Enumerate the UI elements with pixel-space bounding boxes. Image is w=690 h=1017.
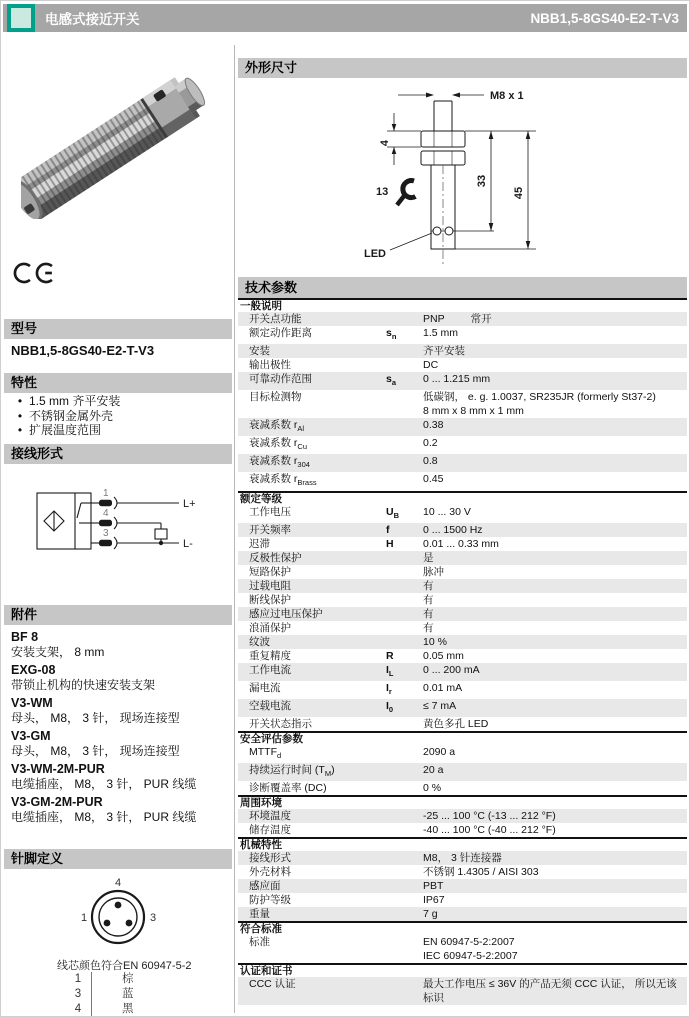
spec-value-text: 低碳钢， e. g. 1.0037, SR235JR (formerly St37-2) — [423, 391, 656, 404]
spec-symbol — [386, 621, 423, 635]
spec-symbol — [386, 418, 423, 436]
spec-row — [238, 621, 687, 635]
spec-label: 短路保护 — [249, 565, 291, 578]
spec-value — [423, 823, 687, 837]
spec-row — [238, 565, 687, 579]
spec-value-text: 最大工作电压 ≤ 36V 的产品无须 CCC 认证， 所以无该标识 — [423, 978, 677, 1005]
spec-symbol — [386, 745, 423, 763]
spec-value-text: 10 % — [423, 635, 447, 648]
spec-label: 安装 — [249, 345, 270, 358]
spec-symbol: H — [386, 537, 394, 550]
spec-value-text: 20 a — [423, 764, 444, 777]
spec-value — [423, 326, 687, 344]
spec-value — [423, 879, 687, 893]
spec-value-text: 0.05 mm — [423, 649, 464, 662]
spec-group-title: 认证和证书 — [238, 963, 687, 977]
spec-row — [238, 681, 687, 699]
spec-label: 额定动作距离 — [249, 327, 312, 339]
spec-row — [238, 607, 687, 621]
pinout-pin4-label: 4 — [114, 877, 122, 889]
spec-value — [423, 593, 687, 607]
dim-13-label: 13 — [376, 186, 389, 198]
spec-row — [238, 717, 687, 731]
features-list — [11, 394, 226, 438]
spec-value — [423, 551, 687, 565]
wire-pin4-label: 4 — [103, 508, 109, 519]
spec-row — [238, 977, 687, 1005]
spec-label: 标准 — [249, 936, 270, 949]
spec-symbol: $I_L$ — [386, 663, 394, 678]
spec-row — [238, 935, 687, 963]
feature-item — [11, 409, 226, 424]
accessory-description: 母头， M8， 3 针， 现场连接型 — [11, 744, 180, 758]
spec-label: CCC 认证 — [249, 978, 296, 991]
spec-symbol: $I_r$ — [386, 681, 392, 696]
spec-symbol — [386, 781, 423, 795]
spec-value — [423, 663, 687, 681]
spec-symbol: $U_B$ — [386, 505, 400, 520]
spec-label: 防护等级 — [249, 894, 291, 907]
spec-value-text: 1.5 mm — [423, 327, 459, 339]
spec-row — [238, 505, 687, 523]
spec-value — [423, 472, 687, 490]
spec-row — [238, 551, 687, 565]
feature-text: 不锈钢金属外壳 — [29, 408, 114, 423]
spec-label: 断线保护 — [249, 593, 291, 606]
section-bar-model: 型号 — [4, 319, 232, 339]
spec-value-text: 0.2 — [423, 437, 438, 450]
accessories-list — [11, 629, 229, 827]
spec-value — [423, 607, 687, 621]
spec-row — [238, 823, 687, 837]
feature-text: 扩展温度范围 — [29, 423, 102, 437]
spec-symbol — [386, 593, 423, 607]
spec-row — [238, 635, 687, 649]
spec-row — [238, 893, 687, 907]
wire-pin-number: 3 — [74, 988, 82, 1000]
spec-label: 衰减系数 $r_{Cu}$ — [249, 437, 308, 452]
spec-value — [423, 436, 687, 454]
spec-value — [423, 312, 687, 326]
spec-value-text: -25 ... 100 °C (-13 ... 212 °F) — [423, 810, 556, 823]
spec-value-text: PNP — [423, 313, 445, 325]
spec-value-text: 有 — [423, 593, 434, 606]
spec-symbol — [386, 893, 423, 907]
spec-symbol — [386, 763, 423, 781]
spec-symbol — [386, 851, 423, 865]
spec-value — [423, 358, 687, 372]
spec-row — [238, 358, 687, 372]
spec-row — [238, 745, 687, 763]
dimension-drawing — [238, 81, 687, 273]
section-bar-accessories: 附件 — [4, 605, 232, 625]
accessory-description: 母头， M8， 3 针， 现场连接型 — [11, 711, 180, 725]
dim-4-label: 4 — [379, 139, 391, 147]
spec-symbol — [386, 865, 423, 879]
spec-value-text: DC — [423, 359, 439, 372]
wire-color-name: 黑 — [91, 1002, 162, 1017]
spec-label: 衰减系数 $r_{Al}$ — [249, 419, 305, 434]
spec-value — [423, 717, 687, 731]
spec-value — [423, 763, 687, 781]
spec-symbol — [386, 907, 423, 921]
spec-value — [423, 505, 687, 523]
spec-symbol — [386, 344, 423, 358]
spec-row — [238, 763, 687, 781]
wire-color-row — [65, 1002, 162, 1017]
top-header-bar — [3, 4, 687, 32]
spec-value — [423, 745, 687, 763]
accessory-item — [11, 662, 229, 693]
spec-symbol — [386, 717, 423, 731]
spec-label: $MTTF_d$ — [249, 745, 282, 761]
spec-label: 感应过电压保护 — [249, 607, 323, 620]
spec-group-title: 周围环境 — [238, 795, 687, 809]
model-number: NBB1,5-8GS40-E2-T-V3 — [11, 343, 155, 358]
spec-label: 漏电流 — [249, 681, 281, 694]
wire-color-row — [65, 987, 162, 1002]
spec-symbol: $s_n$ — [386, 327, 397, 342]
dim-thread-label: M8 x 1 — [490, 90, 524, 102]
spec-group-title: 安全评估参数 — [238, 731, 687, 745]
spec-label: 输出极性 — [249, 359, 291, 372]
spec-label: 重量 — [249, 908, 270, 921]
section-bar-connection: 接线形式 — [4, 444, 232, 464]
tech-spec-table — [238, 298, 687, 1005]
spec-symbol — [386, 565, 423, 579]
spec-value-text: 脉冲 — [423, 565, 444, 578]
spec-value2-text: 常开 — [470, 313, 492, 325]
spec-value — [423, 809, 687, 823]
spec-value-text: 齐平安装 — [423, 345, 465, 358]
spec-label: 重复精度 — [249, 649, 291, 662]
spec-label: 反极性保护 — [249, 551, 302, 564]
spec-value-text: 不锈钢 1.4305 / AISI 303 — [423, 866, 539, 879]
spec-label: 过载电阻 — [249, 579, 291, 592]
brand-icon — [7, 4, 35, 32]
spec-row — [238, 436, 687, 454]
spec-value-text: ≤ 7 mA — [423, 699, 457, 712]
spec-value — [423, 635, 687, 649]
spec-row — [238, 454, 687, 472]
spec-symbol — [386, 879, 423, 893]
spec-value — [423, 418, 687, 436]
ce-mark-icon — [13, 259, 57, 287]
product-photo — [21, 67, 211, 219]
dim-45-label: 45 — [513, 186, 525, 200]
spec-row — [238, 907, 687, 921]
spec-value — [423, 851, 687, 865]
feature-text: 1.5 mm 齐平安装 — [29, 394, 121, 408]
section-bar-features: 特性 — [4, 373, 232, 393]
spec-label: 开关频率 — [249, 523, 291, 536]
spec-value-text: 有 — [423, 579, 434, 592]
spec-value-text: 有 — [423, 621, 434, 634]
spec-value — [423, 454, 687, 472]
spec-row — [238, 579, 687, 593]
spec-label: 衰减系数 $r_{304}$ — [249, 455, 310, 470]
wrench-icon — [397, 181, 416, 205]
spec-row — [238, 372, 687, 390]
spec-row — [238, 312, 687, 326]
spec-row — [238, 699, 687, 717]
wire-pin1-label: 1 — [103, 488, 109, 499]
dim-33-label: 33 — [476, 174, 488, 188]
section-bar-pinout: 针脚定义 — [4, 849, 232, 869]
spec-row — [238, 649, 687, 663]
spec-label: 迟滞 — [249, 537, 270, 550]
wire-lminus-label: L- — [183, 538, 193, 550]
spec-value — [423, 372, 687, 390]
spec-row — [238, 390, 687, 418]
spec-row — [238, 593, 687, 607]
spec-label: 诊断覆盖率 (DC) — [249, 782, 327, 795]
spec-row — [238, 344, 687, 358]
spec-symbol — [386, 472, 423, 490]
bullet-icon: • — [17, 423, 23, 437]
spec-symbol — [386, 551, 423, 565]
spec-value — [423, 699, 687, 717]
spec-value-text: -40 ... 100 °C (-40 ... 212 °F) — [423, 824, 556, 837]
spec-symbol — [386, 935, 423, 963]
spec-value-text: 0 ... 200 mA — [423, 663, 480, 676]
spec-group-title: 一般说明 — [238, 298, 687, 312]
spec-value — [423, 781, 687, 795]
spec-row — [238, 879, 687, 893]
spec-label: 工作电压 — [249, 505, 291, 518]
spec-value-text: IP67 — [423, 894, 445, 907]
wire-color-note: 线芯颜色符合EN 60947-5-2 — [57, 960, 192, 972]
accessory-item — [11, 695, 229, 726]
spec-label: 纹波 — [249, 635, 270, 648]
spec-value-text: 0.38 — [423, 419, 444, 432]
spec-value — [423, 649, 687, 663]
spec-value — [423, 977, 687, 1005]
section-bar-dimensions: 外形尺寸 — [238, 58, 687, 78]
spec-value — [423, 523, 687, 537]
spec-value — [423, 681, 687, 699]
spec-row — [238, 809, 687, 823]
spec-value — [423, 621, 687, 635]
accessory-name: EXG-08 — [11, 663, 56, 677]
spec-label: 工作电流 — [249, 663, 291, 676]
spec-value — [423, 579, 687, 593]
spec-symbol — [386, 312, 423, 326]
bullet-icon: • — [17, 394, 23, 408]
spec-value-text: 0.8 — [423, 455, 438, 468]
accessory-description: 带锁止机构的快速安装支架 — [11, 678, 156, 692]
spec-label: 浪涌保护 — [249, 621, 291, 634]
spec-value — [423, 907, 687, 921]
spec-value-text: 0.01 mA — [423, 681, 463, 694]
bullet-icon: • — [17, 408, 23, 423]
spec-value-text: 是 — [423, 551, 434, 564]
spec-value-text: M8， 3 针连接器 — [423, 852, 502, 865]
spec-symbol — [386, 390, 423, 418]
wire-lplus-label: L+ — [183, 498, 196, 510]
accessory-item — [11, 629, 229, 660]
spec-value — [423, 565, 687, 579]
spec-label: 感应面 — [249, 880, 281, 893]
spec-label: 开关点功能 — [249, 313, 302, 325]
section-bar-tech: 技术参数 — [238, 277, 687, 298]
spec-value-text: 10 ... 30 V — [423, 505, 471, 518]
spec-value-text: 7 g — [423, 908, 438, 921]
spec-value — [423, 390, 687, 418]
spec-value-text: 0 ... 1.215 mm — [423, 373, 491, 386]
accessory-name: V3-GM — [11, 729, 51, 743]
spec-value-text: 0 ... 1500 Hz — [423, 523, 483, 536]
spec-label: 衰减系数 $r_{Brass}$ — [249, 473, 317, 488]
wire-color-table — [65, 972, 162, 1017]
spec-value — [423, 344, 687, 358]
spec-label: 接线形式 — [249, 852, 291, 865]
spec-symbol — [386, 607, 423, 621]
wire-pin-number: 1 — [74, 973, 82, 985]
wire-color-name: 棕 — [91, 972, 162, 987]
spec-label: 环境温度 — [249, 810, 291, 823]
spec-symbol: $s_a$ — [386, 373, 397, 388]
wiring-diagram — [21, 471, 216, 586]
spec-symbol — [386, 454, 423, 472]
accessory-name: V3-WM-2M-PUR — [11, 762, 105, 776]
spec-label: 空载电流 — [249, 699, 291, 712]
page-title: 电感式接近开关 — [45, 12, 140, 27]
spec-row — [238, 537, 687, 551]
spec-symbol — [386, 358, 423, 372]
pinout-pin3-label: 3 — [149, 912, 157, 924]
connector-pinout-diagram — [53, 875, 183, 951]
accessory-description: 电缆插座， M8， 3 针， PUR 线缆 — [11, 777, 197, 791]
spec-value — [423, 893, 687, 907]
spec-value-text: PBT — [423, 880, 444, 893]
accessory-description: 电缆插座， M8， 3 针， PUR 线缆 — [11, 810, 197, 824]
spec-group-title: 机械特性 — [238, 837, 687, 851]
wire-pin-number: 4 — [74, 1003, 82, 1015]
spec-value-text: EN 60947-5-2:2007 — [423, 936, 515, 949]
feature-item — [11, 394, 226, 409]
spec-group-title: 符合标准 — [238, 921, 687, 935]
spec-value-text: 0 % — [423, 782, 442, 795]
spec-row — [238, 851, 687, 865]
accessory-item — [11, 728, 229, 759]
spec-group-title: 额定等级 — [238, 491, 687, 505]
spec-value-text: 黄色多孔 LED — [423, 717, 489, 730]
spec-symbol — [386, 977, 423, 1005]
spec-symbol: $I_0$ — [386, 699, 394, 714]
spec-row — [238, 418, 687, 436]
spec-symbol — [386, 436, 423, 454]
spec-value-line2: 8 mm x 8 mm x 1 mm — [423, 405, 524, 418]
spec-row — [238, 326, 687, 344]
column-divider — [234, 45, 235, 1013]
spec-symbol — [386, 635, 423, 649]
wire-color-row — [65, 972, 162, 987]
spec-value-text: 0.01 ... 0.33 mm — [423, 537, 499, 550]
pinout-pin1-label: 1 — [80, 912, 88, 924]
wire-pin3-label: 3 — [103, 528, 109, 539]
accessory-name: V3-WM — [11, 696, 53, 710]
spec-value — [423, 935, 687, 963]
spec-value — [423, 865, 687, 879]
feature-item — [11, 423, 226, 438]
accessory-item — [11, 761, 229, 792]
spec-row — [238, 472, 687, 490]
accessory-name: V3-GM-2M-PUR — [11, 795, 103, 809]
spec-label: 开关状态指示 — [249, 717, 312, 730]
wire-color-name: 蓝 — [91, 987, 162, 1002]
spec-value-text: 0.45 — [423, 473, 444, 486]
spec-row — [238, 523, 687, 537]
spec-label: 外壳材料 — [249, 866, 291, 879]
spec-symbol — [386, 823, 423, 837]
spec-label: 目标检测物 — [249, 391, 302, 404]
spec-row — [238, 781, 687, 795]
spec-symbol: R — [386, 649, 394, 662]
spec-row — [238, 663, 687, 681]
spec-label: 持续运行时间 $(T_M)$ — [249, 764, 335, 779]
spec-label: 储存温度 — [249, 824, 291, 837]
spec-symbol — [386, 809, 423, 823]
accessory-name: BF 8 — [11, 630, 39, 644]
accessory-item — [11, 794, 229, 825]
spec-value — [423, 537, 687, 551]
header-model-number: NBB1,5-8GS40-E2-T-V3 — [530, 10, 679, 26]
spec-label: 可靠动作范围 — [249, 373, 312, 386]
spec-value-text: 有 — [423, 607, 434, 620]
spec-value-text: 2090 a — [423, 745, 456, 758]
spec-symbol: f — [386, 523, 390, 536]
accessory-description: 安装支架， 8 mm — [11, 645, 105, 659]
spec-value-line2: IEC 60947-5-2:2007 — [423, 950, 518, 963]
led-label: LED — [364, 248, 386, 260]
spec-row — [238, 865, 687, 879]
spec-symbol — [386, 579, 423, 593]
